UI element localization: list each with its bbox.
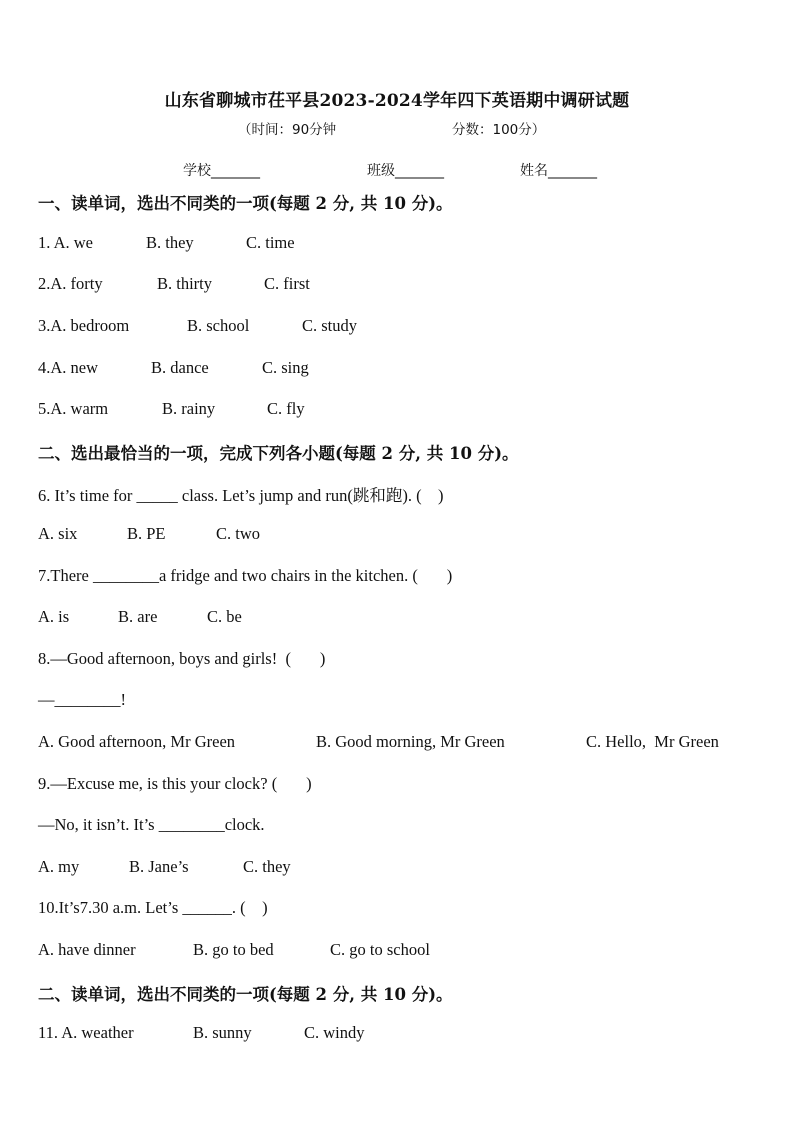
option-b: B. they	[146, 233, 194, 252]
option-c: C. time	[246, 233, 295, 252]
option-c: C. two	[216, 524, 261, 543]
option-c: C. Hello, Mr Green	[586, 732, 719, 751]
school-field[interactable]: 学校_______	[183, 163, 260, 179]
option-b: B. Jane’s	[129, 857, 189, 876]
class-field[interactable]: 班级_______	[367, 163, 444, 179]
option-c: C. fly	[267, 399, 305, 418]
option-a: A. Good afternoon, Mr Green	[38, 732, 236, 751]
name-field[interactable]: 姓名_______	[520, 163, 597, 179]
option-c: C. first	[264, 274, 310, 293]
option-b: B. school	[187, 316, 250, 335]
question-1: 1. A. we	[38, 233, 93, 252]
option-a: A. my	[38, 857, 80, 876]
section-heading: 二、读单词，选出不同类的一项(每题 2 分, 共 10 分)。	[38, 985, 453, 1004]
option-a: A. is	[38, 607, 70, 626]
section-heading: 二、选出最恰当的一项，完成下列各小题(每题 2 分, 共 10 分)。	[38, 444, 519, 463]
question-4: 4.A. new	[38, 358, 99, 377]
question-7: 7.There ________a fridge and two chairs in the kitchen. ( )	[38, 566, 453, 585]
option-a: A. six	[38, 524, 78, 543]
answer-blank: —No, it isn’t. It’s ________clock.	[38, 815, 265, 834]
question-8: 8.—Good afternoon, boys and girls! ( )	[38, 649, 326, 668]
question-5: 5.A. warm	[38, 399, 109, 418]
question-9: 9.—Excuse me, is this your clock? ( )	[38, 774, 312, 793]
question-10: 10.It’s7.30 a.m. Let’s ______. ( )	[38, 898, 268, 917]
question-2: 2.A. forty	[38, 274, 103, 293]
option-b: B. are	[118, 607, 158, 626]
option-c: C. study	[302, 316, 358, 335]
option-a: A. have dinner	[38, 940, 136, 959]
option-c: C. they	[243, 857, 291, 876]
option-b: B. PE	[127, 524, 166, 543]
option-b: B. go to bed	[193, 940, 274, 959]
option-c: C. be	[207, 607, 242, 626]
score-info: 分数：100分）	[452, 122, 546, 138]
question-3: 3.A. bedroom	[38, 316, 130, 335]
section-heading: 一、读单词，选出不同类的一项(每题 2 分, 共 10 分)。	[38, 194, 453, 213]
option-b: B. dance	[151, 358, 209, 377]
question-11: 11. A. weather	[38, 1023, 134, 1042]
option-b: B. thirty	[157, 274, 213, 293]
answer-blank: —________!	[38, 690, 126, 709]
option-b: B. sunny	[193, 1023, 252, 1042]
option-c: C. go to school	[330, 940, 430, 959]
question-6: 6. It’s time for _____ class. Let’s jump and run(跳和跑). ( )	[38, 486, 444, 505]
option-c: C. sing	[262, 358, 309, 377]
option-b: B. Good morning, Mr Green	[316, 732, 505, 751]
page-title: 山东省聊城市茌平县2023-2024学年四下英语期中调研试题	[164, 91, 630, 111]
option-c: C. windy	[304, 1023, 365, 1042]
time-info: （时间：90分钟	[238, 122, 337, 138]
option-b: B. rainy	[162, 399, 216, 418]
